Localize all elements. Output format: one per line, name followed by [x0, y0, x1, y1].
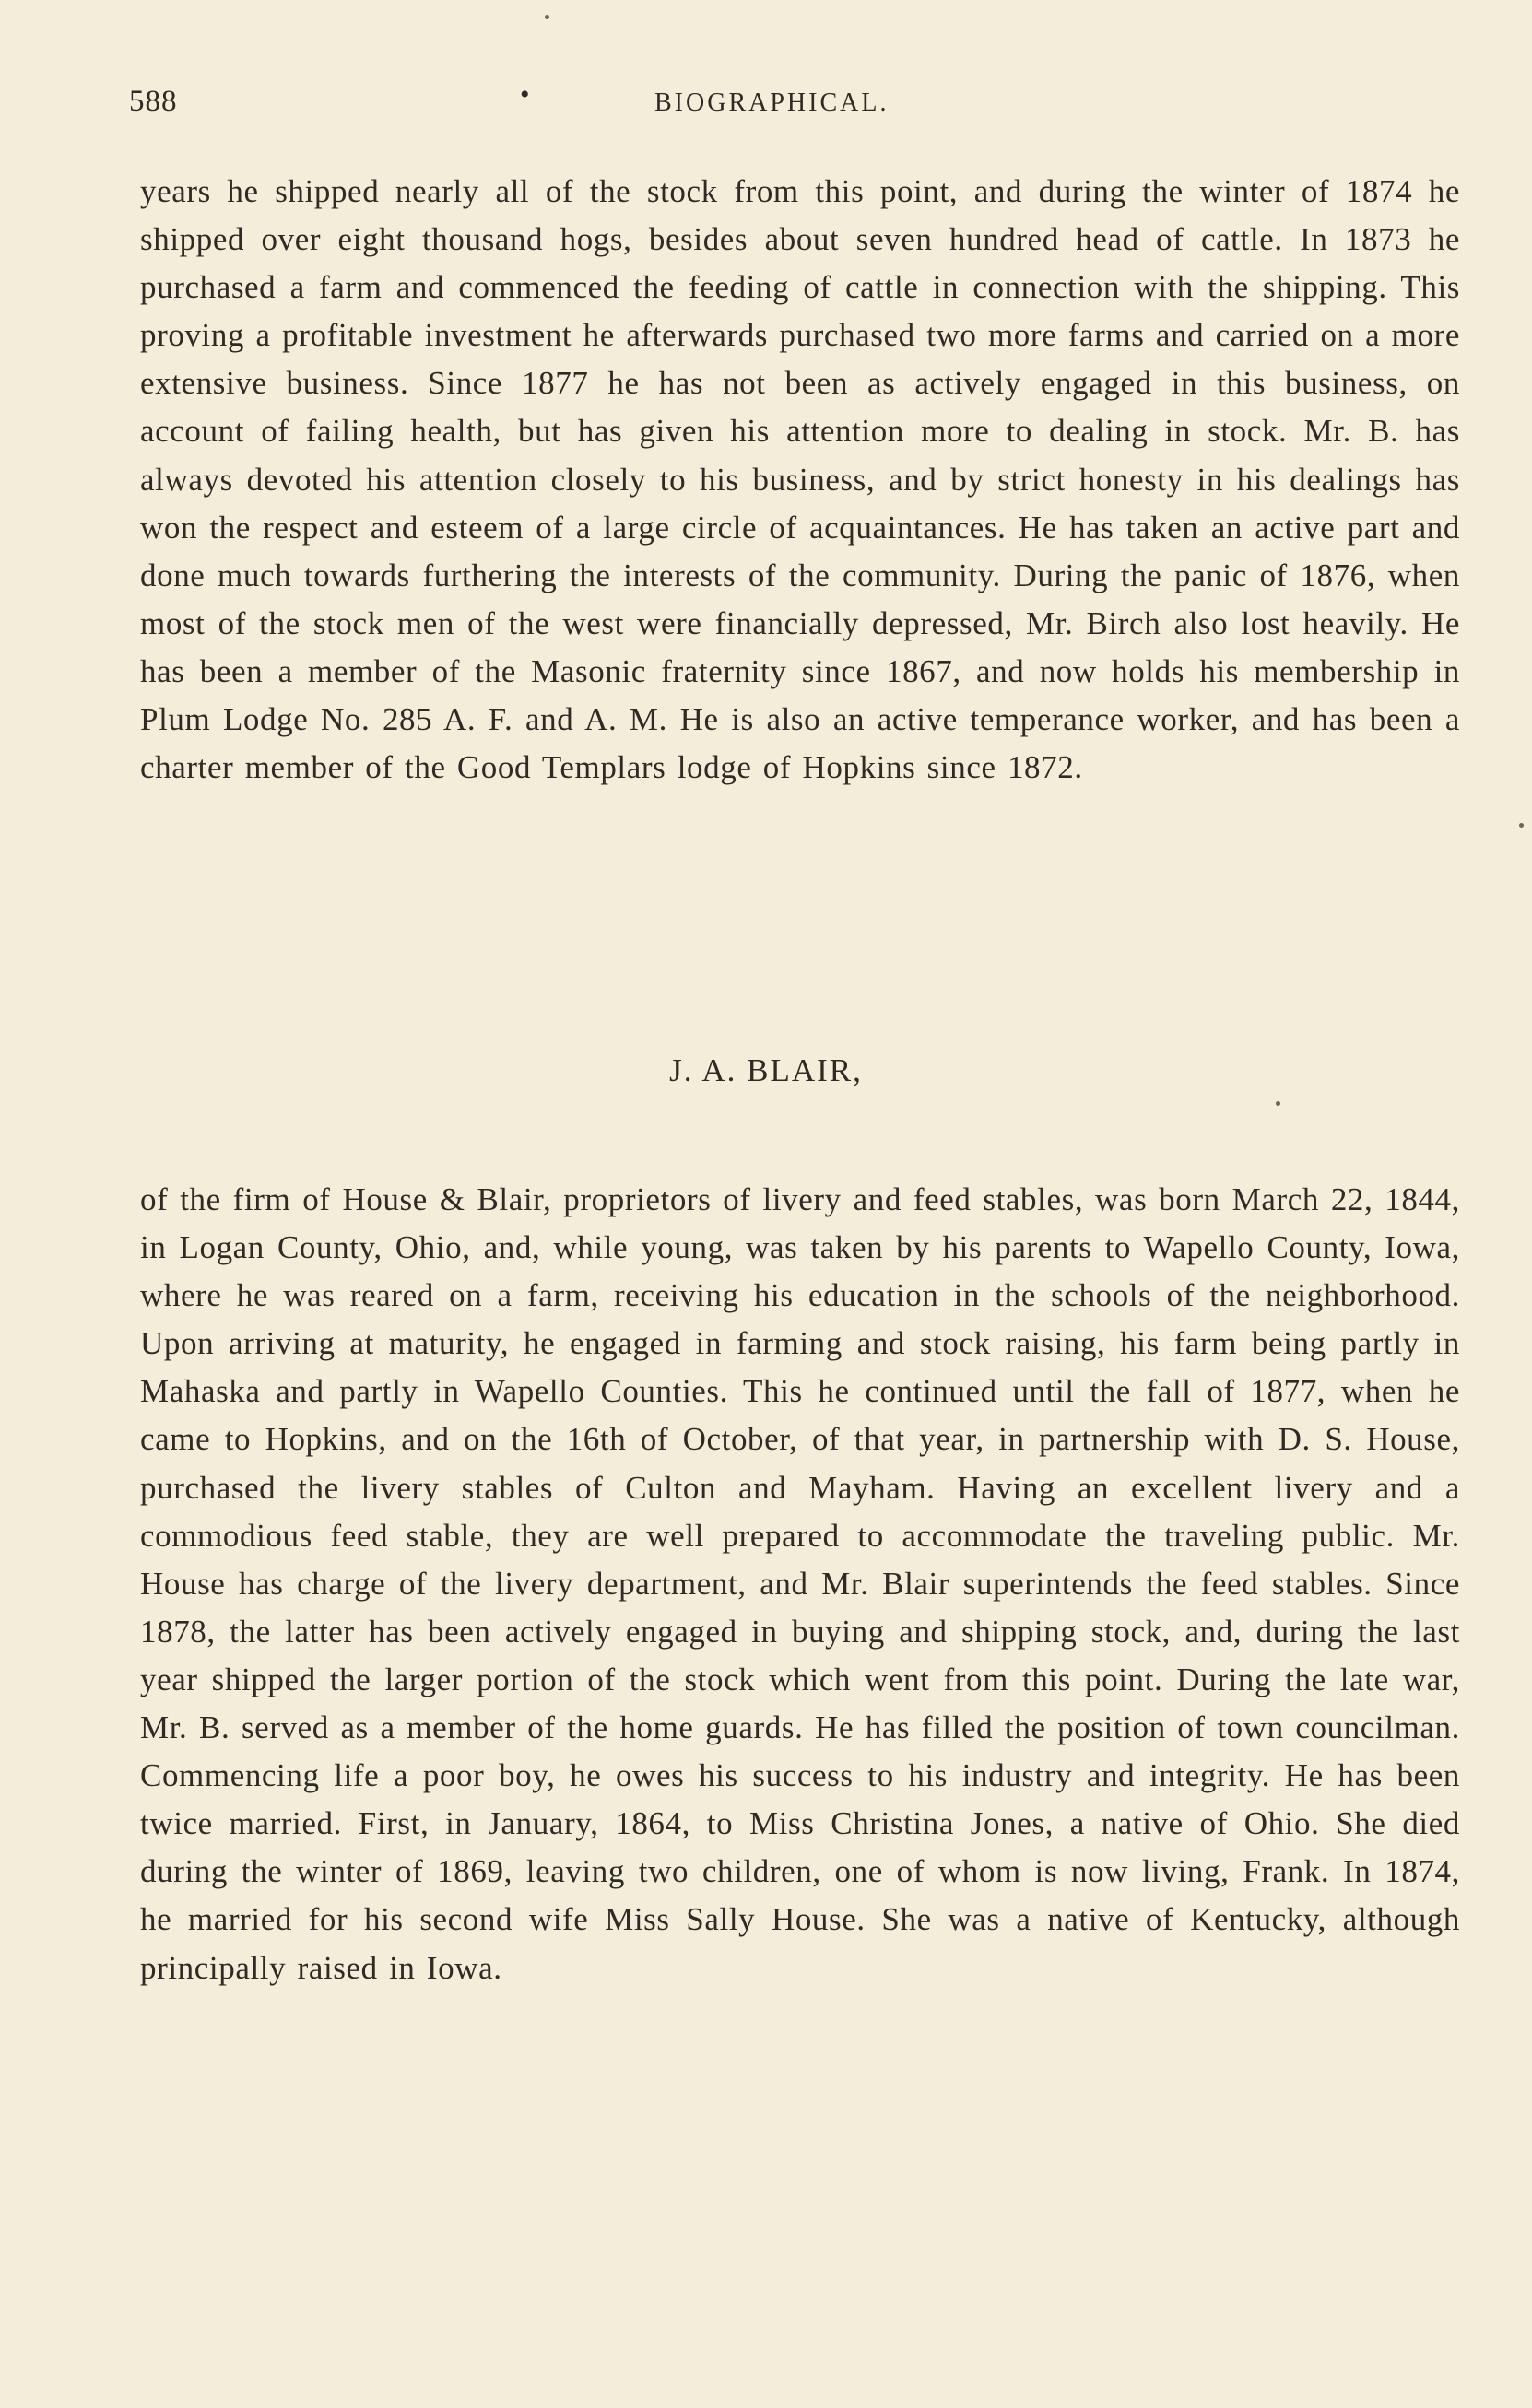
margin-speck	[1519, 823, 1524, 828]
running-head	[129, 79, 1456, 131]
decorative-dot: •	[520, 79, 530, 110]
margin-speck	[1276, 1101, 1280, 1106]
paragraph-birch-continued: years he shipped nearly all of the stock from this point, and during the winter of 1874 he shipped over eight thousand hogs, besides about seven hundred head of cattle. In 1873 he purchased a farm and commenced the feeding of cattle in connection with the shipping. This proving a profitable investment he afterwards purchased two more farms and carried on a more extensive business. Since 1877 he has not been as actively engaged in this business, on account of failing health, but has given his attention more to dealing in stock. Mr. B. has always devoted his attention closely to his business, and by strict honesty in his dealings has won the respect and esteem of a large circle of acquaintances. He has taken an active part and done much towards furthering the interests of the community. During the panic of 1876, when most of the stock men of the west were financially depressed, Mr. Birch also lost heavily. He has been a member of the Masonic fraternity since 1867, and now holds his membership in Plum Lodge No. 285 A. F. and A. M. He is also an active temperance worker, and has been a charter member of the Good Templars lodge of Hopkins since 1872.	[140, 173, 1460, 786]
paragraph-blair-biography: of the firm of House & Blair, proprietors of livery and feed stables, was born March 22, 1844, in Logan County, Ohio, and, while young, was taken by his parents to Wapello County, Iowa, where he was reared on a farm, receiving his education in the schools of the neighborhood. Upon arriving at maturity, he engaged in farming and stock raising, his farm being partly in Mahaska and partly in Wapello Counties. This he continued until the fall of 1877, when he came to Hopkins, and on the 16th of October, of that year, in partnership with D. S. House, purchased the livery stables of Culton and Mayham. Having an excellent livery and a commodious feed stable, they are well prepared to accommodate the traveling public. Mr. House has charge of the livery department, and Mr. Blair superintends the feed stables. Since 1878, the latter has been actively engaged in buying and shipping stock, and, during the last year shipped the larger portion of the stock which went from this point. During the late war, Mr. B. served as a member of the home guards. He has filled the position of town councilman. Commencing life a poor boy, he owes his success to his industry and integrity. He has been twice married. First, in January, 1864, to Miss Christina Jones, a native of Ohio. She died during the winter of 1869, leaving two children, one of whom is now living, Frank. In 1874, he married for his second wife Miss Sally House. She was a native of Kentucky, although principally raised in Iowa.	[140, 1181, 1460, 1986]
section-title: BIOGRAPHICAL.	[654, 88, 890, 117]
page-number: 588	[129, 85, 178, 118]
biography-heading: J. A. BLAIR,	[669, 1052, 863, 1088]
margin-speck	[545, 15, 549, 19]
